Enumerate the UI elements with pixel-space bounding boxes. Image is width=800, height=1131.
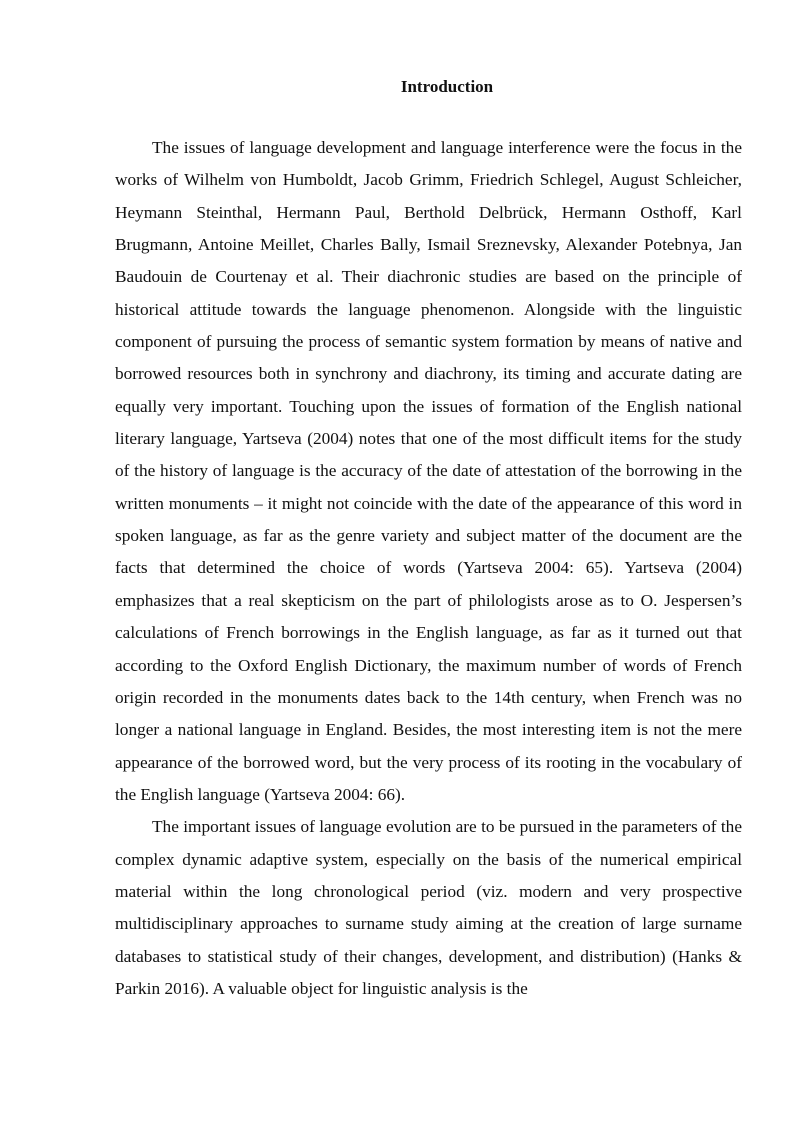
section-heading: Introduction [400, 77, 494, 96]
body-text [115, 132, 742, 1005]
paragraph-1: The issues of language development and language interference were the focus in the works of Wilhelm von Humboldt, Jacob Grimm, Friedrich Schlegel, August Schleicher, Heymann Steinthal, Hermann Paul, Berthold Delbrück, Hermann Osthoff, Karl Brugmann, Antoine Meillet, Charles Bally, Ismail Sreznevsky, Alexander Potebnya, Jan Baudouin de Courtenay et al. Their diachronic studies are based on the principle of historical attitude towards the language phenomenon. Alongside with the linguistic component of pursuing the process of semantic system formation by means of native and borrowed resources both in synchrony and diachrony, its timing and accurate dating are equally very important. Touching upon the issues of formation of the English national literary language, Yartseva (2004) notes that one of the most difficult items for the study of the history of language is the accuracy of the date of attestation of the borrowing in the written monuments – it might not coincide with the date of the appearance of this word in spoken language, as far as the genre variety and subject matter of the document are the facts that determined the choice of words (Yartseva 2004: 65). Yartseva (2004) emphasizes that a real skepticism on the part of philologists arose as to O. Jespersen’s calculations of French borrowings in the English language, as far as it turned out that according to the Oxford English Dictionary, the maximum number of words of French origin recorded in the monuments dates back to the 14th century, when French was no longer a national language in England. Besides, the most interesting item is not the mere appearance of the borrowed word, but the very process of its rooting in the vocabulary of the English language (Yartseva 2004: 66). [115, 138, 742, 804]
paragraph-2: The important issues of language evolution are to be pursued in the parameters of the complex dynamic adaptive system, especially on the basis of the numerical empirical material within the long chronological period (viz. modern and very prospective multidisciplinary approaches to surname study aiming at the creation of large surname databases to statistical study of their changes, development, and distribution) (Hanks & Parkin 2016). A valuable object for linguistic analysis is the [115, 817, 742, 998]
